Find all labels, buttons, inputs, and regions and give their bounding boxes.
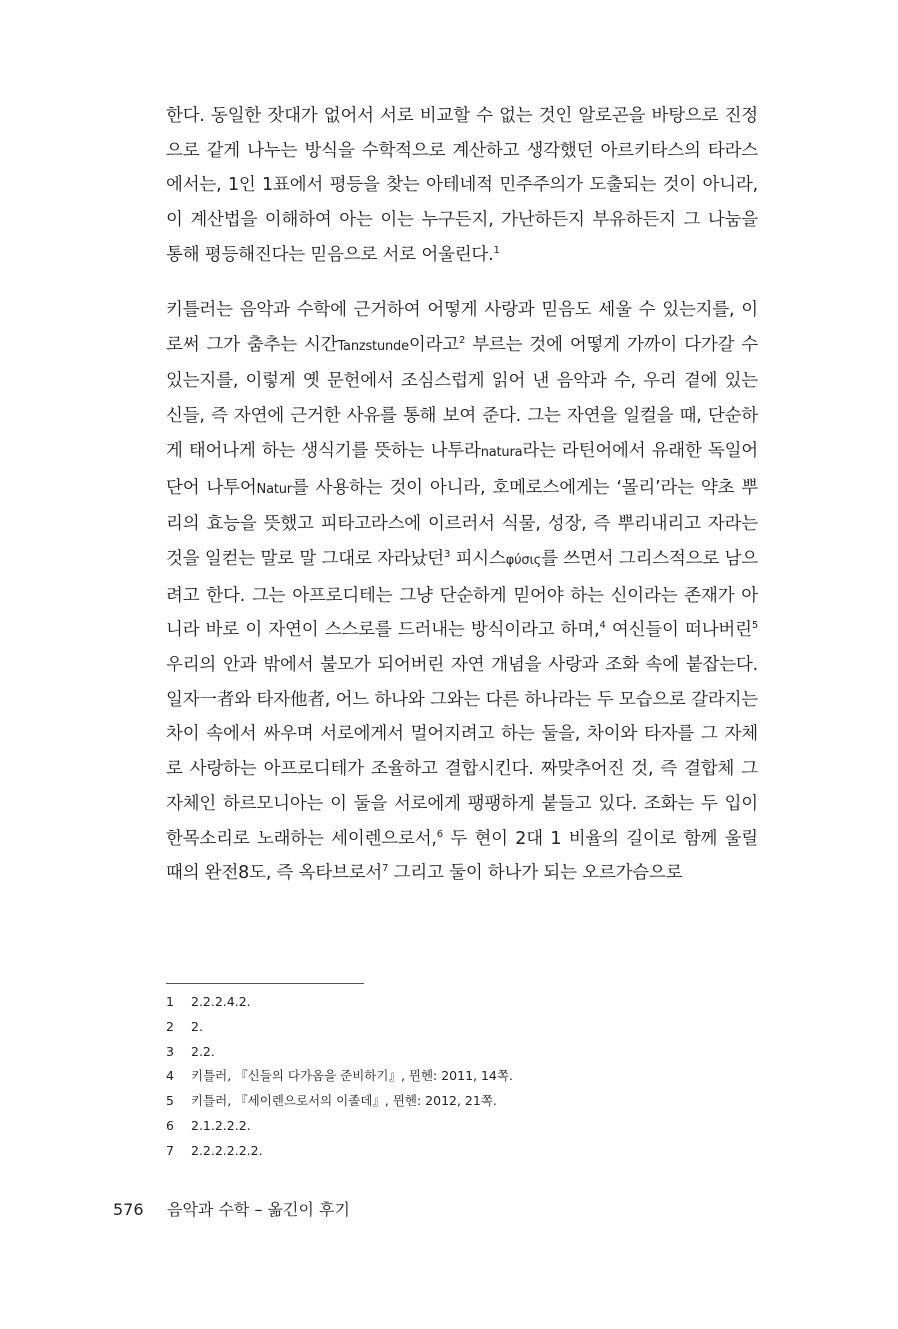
footnote-text: 키틀러, 『세이렌으로서의 이졸데』, 뮌헨: 2012, 21쪽. — [191, 1093, 497, 1109]
footnote-divider — [166, 983, 364, 984]
footnote-item — [166, 990, 513, 1015]
footnote-item — [166, 1114, 513, 1139]
footnote-text: 2.1.2.2.2. — [191, 1117, 251, 1133]
footnote-text: 2. — [191, 1018, 203, 1034]
paragraph-2-segment: 피시스 — [450, 548, 506, 569]
paragraph-2-segment: 그리고 둘이 하나가 되는 오르가슴으로 — [388, 863, 683, 884]
footnote-number: 7 — [166, 1142, 174, 1158]
footnote-ref-2: 2 — [459, 334, 466, 346]
paragraph-2-segment: 라는 라틴어에서 유래한 독일어 단어 나투어 — [166, 440, 758, 498]
paragraph-2-segment: 우리의 안과 밖에서 불모가 되어버린 자연 개념을 사랑과 조화 속에 붙잡는다. 일자一者와 타자他者, 어느 하나와 그와는 다른 하나라는 두 모습으로 갈라지는 차이 속에서 싸우며 서로에게서 멀어지려고 하는 둘을, 차이와 타자를 그 자체로 사랑하는 아프로디테가 조율하고 결합시킨다. 짜맞추어진 것, 즉 결합체 그 자체인 하르모니아는 이 둘을 서로에게 팽팽하게 붙들고 있다. 조화는 두 입이 한목소리로 노래하는 세이렌으로서, — [166, 655, 758, 849]
term-natura: natura — [480, 444, 523, 460]
footnote-text: 2.2. — [191, 1043, 215, 1059]
footnote-ref-3: 3 — [443, 549, 451, 561]
footnote-item — [166, 1064, 513, 1089]
paragraph-2-segment: 여신들이 떠나버린 — [605, 620, 752, 641]
footnote-item — [166, 1139, 513, 1164]
paragraph-2-segment: 를 쓰면서 그리스적으로 남으려고 한다. 그는 아프로디테는 그냥 단순하게 믿어야 하는 신이라는 존재가 아니라 바로 이 자연이 스스로를 드러내는 방식이라고 하며, — [166, 548, 758, 641]
footnote-number: 5 — [166, 1093, 174, 1109]
page-number: 576 — [113, 1200, 144, 1219]
body-paragraph-2 — [166, 293, 758, 891]
footnote-text: 2.2.2.4.2. — [191, 994, 251, 1009]
paragraph-1-text: 한다. 동일한 잣대가 없어서 서로 비교할 수 없는 것인 알로곤을 바탕으로 진정으로 같게 나누는 방식을 수학적으로 계산하고 생각했던 아르키타스의 타라스에서는, 1인 1표에서 평등을 찾는 아테네적 민주주의가 도출되는 것이 아니라, 이 계산법을 이해하여 아는 이는 누구든지, 가난하든지 부유하든지 그 나눔을 통해 평등해진다는 믿음으로 서로 어울린다. — [166, 106, 758, 265]
term-physis: φύσις — [505, 552, 542, 568]
footnote-ref-1: 1 — [493, 244, 500, 256]
footnote-number: 3 — [166, 1043, 174, 1059]
footnote-number: 6 — [166, 1117, 174, 1133]
paragraph-2-segment: 이라고 — [408, 334, 460, 355]
page-footer — [113, 1197, 350, 1220]
footnote-text: 키틀러, 『신들의 다가옴을 준비하기』, 뮌헨: 2011, 14쪽. — [191, 1068, 513, 1084]
paragraph-2-segment: 두 현이 2대 1 비율의 길이로 함께 울릴 때의 완전8도, 즉 옥타브로서 — [166, 828, 758, 884]
footnote-item — [166, 1089, 513, 1114]
footnote-number: 4 — [166, 1068, 174, 1084]
paragraph-2-segment: 를 사용하는 것이 아니라, 호메로스에게는 ‘몰리’라는 약초 뿌리의 효능을 뜻했고 피타고라스에 이르러서 식물, 성장, 즉 뿌리내리고 자라는 것을 일컫는 말로 말 그대로 자라났던 — [166, 477, 759, 569]
footnote-ref-6: 6 — [436, 828, 443, 840]
footnote-ref-5: 5 — [751, 620, 758, 632]
term-tanzstunde: Tanzstunde — [337, 338, 409, 354]
body-paragraph-1 — [166, 99, 758, 273]
term-natur: Natur — [256, 481, 292, 497]
running-title: 음악과 수학 – 옮긴이 후기 — [167, 1200, 350, 1219]
footnote-item — [166, 1015, 513, 1040]
paragraph-2-segment: 키틀러는 음악과 수학에 근거하여 어떻게 사랑과 믿음도 세울 수 있는지를, 이로써 그가 춤추는 시간 — [166, 300, 758, 355]
footnote-number: 1 — [166, 994, 174, 1009]
footnotes-list — [166, 990, 513, 1164]
footnote-item — [166, 1040, 513, 1065]
footnote-number: 2 — [166, 1018, 174, 1034]
footnote-text: 2.2.2.2.2.2. — [191, 1142, 263, 1158]
footnote-ref-7: 7 — [382, 863, 389, 875]
paragraph-2-segment: 부르는 것에 어떻게 가까이 다가갈 수 있는지를, 이렇게 옛 문헌에서 조심스럽게 읽어 낸 음악과 수, 우리 곁에 있는 신들, 즉 자연에 근거한 사유를 통해 보여 준다. 그는 자연을 일컬을 때, 단순하게 태어나게 하는 생식기를 뜻하는 나투라 — [166, 334, 758, 461]
footnote-ref-4: 4 — [599, 620, 606, 632]
